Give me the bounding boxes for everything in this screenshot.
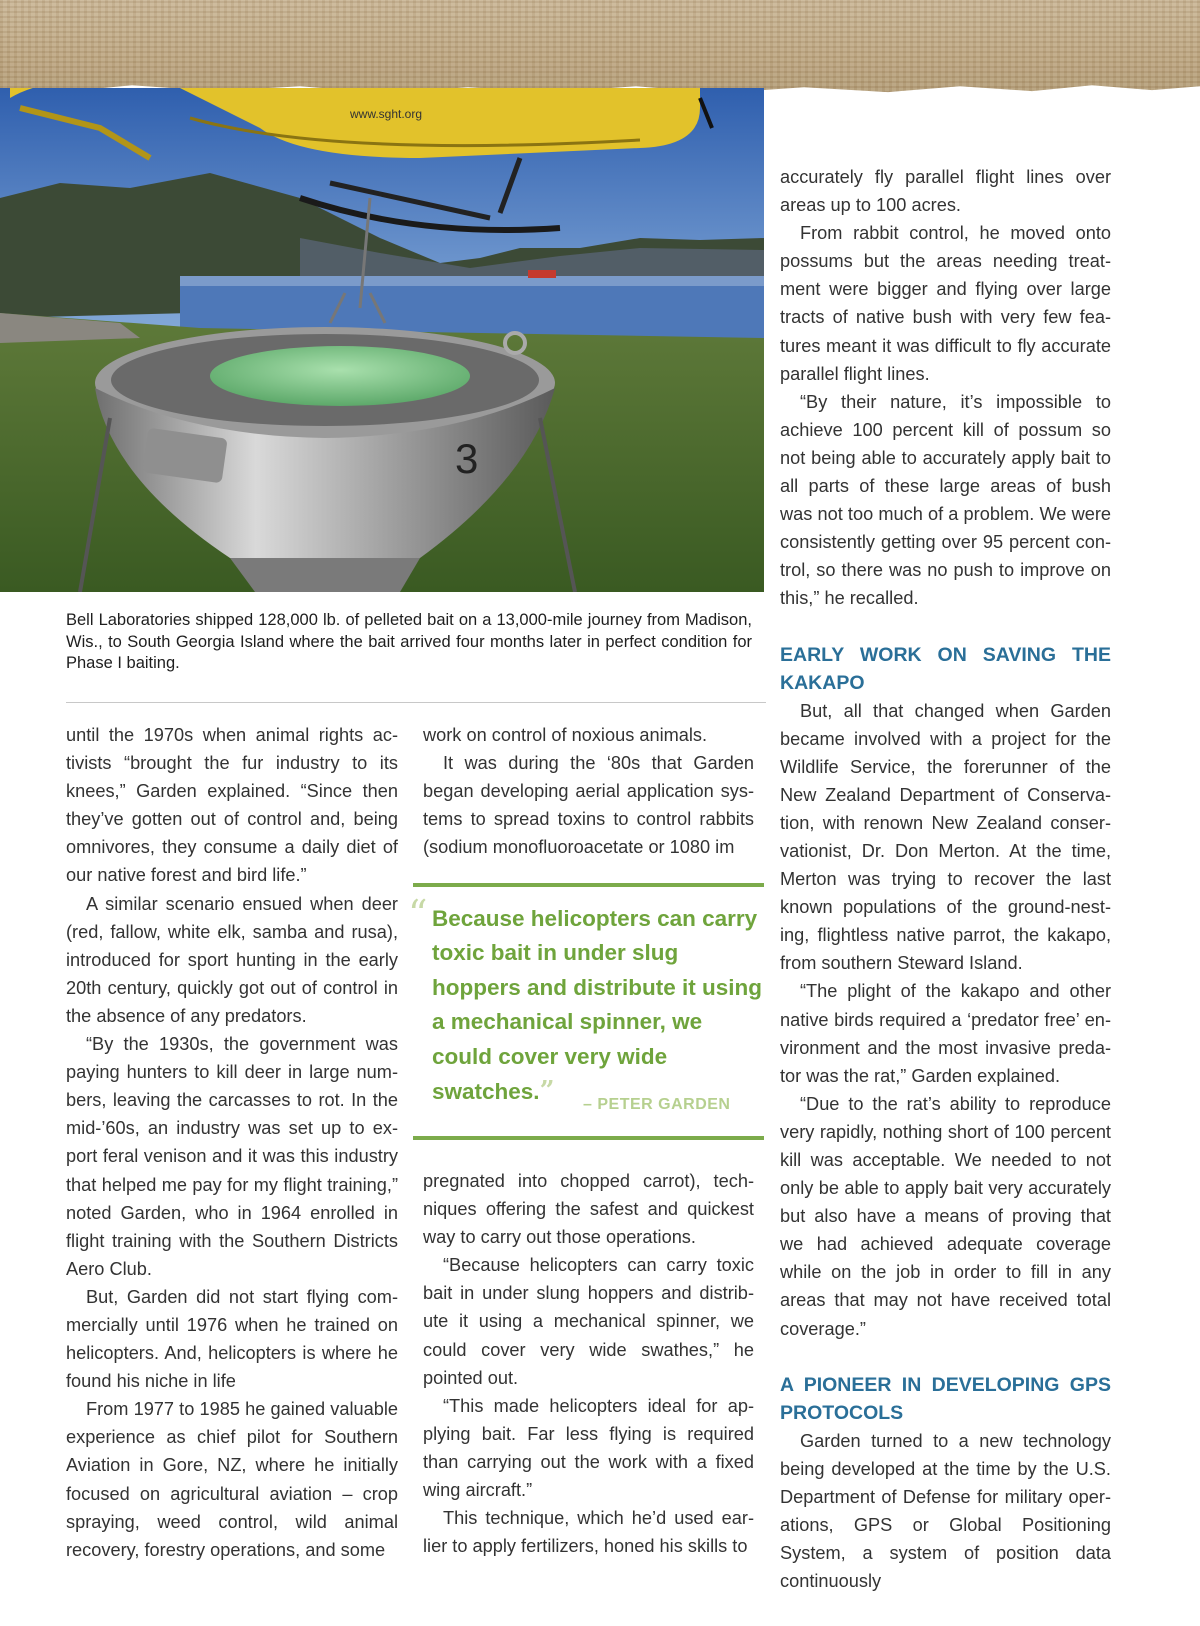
- paragraph: “The plight of the kakapo and other native birds required a ‘predator free’ environment and the most invasive predator was the rat,” Garden explained.: [780, 981, 1111, 1086]
- section-heading-kakapo: EARLY WORK ON SAVING THE KAKAPO: [780, 643, 1111, 694]
- paragraph: “By the 1930s, the government was paying hunters to kill deer in large numbers, leaving the carcasses to rot. In the mid-’60s, an industry was set up to export feral venison and it was this industry that helped me pay for my flight training,” noted Garden, who in 1964 enrolled in flight training with the Southern Districts Aero Club.: [66, 1034, 398, 1279]
- article-column-2-top: [423, 721, 754, 861]
- pull-quote-author: – PETER GARDEN: [583, 1096, 731, 1113]
- photo-caption: Bell Laboratories shipped 128,000 lb. of pelleted bait on a 13,000-mile journey from Madison, Wis., to South Georgia Island where the bait arrived four months later in perfect condition for Phase I baiting.: [66, 611, 752, 672]
- spacer: [780, 613, 1111, 641]
- article-column-1: [66, 721, 398, 1564]
- paragraph: pregnated into chopped carrot), techniques offering the safest and quickest way to carry out those operations.: [423, 1171, 754, 1248]
- article-column-3: [780, 163, 1111, 1595]
- paragraph: “This made helicopters ideal for applying bait. Far less flying is required than carrying out the work with a fixed wing aircraft.”: [423, 1395, 754, 1501]
- article-column-2-bottom: [423, 1167, 754, 1560]
- paragraph: From 1977 to 1985 he gained valuable experience as chief pilot for Southern Aviation in Gore, NZ, where he initially focused on agricultural aviation – crop spraying, weed control, wild animal recovery, forestry operations, and some: [66, 1399, 398, 1560]
- pull-quote-bottom-rule: [413, 1136, 764, 1140]
- section-heading-gps: A PIONEER IN DEVELOPING GPS PROTOCOLS: [780, 1373, 1111, 1424]
- close-quote-mark: ”: [539, 1076, 555, 1107]
- pull-quote-body: Because helicopters can carry toxic bait in under slug hoppers and distribute it using a mechanical spinner, we could cover very wide swatches.: [432, 906, 763, 1105]
- pull-quote-text: [432, 902, 767, 1109]
- open-quote-mark: “: [408, 892, 428, 936]
- paragraph: accurately fly parallel flight lines over areas up to 100 acres.: [780, 167, 1111, 216]
- paragraph: “By their nature, it’s impossible to achieve 100 percent kill of possum so not being able to accurately apply bait to all parts of these large areas of bush was not too much of a problem. We were consistently getting over 95 percent control, so there was no push to improve on this,” he recalled.: [780, 391, 1111, 609]
- hopper-number: 3: [455, 435, 479, 482]
- paragraph: It was during the ‘80s that Garden began developing aerial application systems to spread toxins to control rabbits (sodium monofluoroacetate or 1080 im: [423, 753, 754, 858]
- paragraph: But, Garden did not start flying commercially until 1976 when he trained on helicopters. And, helicopters is where he found his niche in life: [66, 1286, 398, 1392]
- paragraph: From rabbit control, he moved onto possums but the areas needing treatment were bigger and flying over large tracts of native bush with very few features meant it was difficult to fly accurate parallel flight lines.: [780, 223, 1111, 384]
- divider: [66, 702, 766, 703]
- paragraph: Garden turned to a new technology being developed at the time by the U.S. Department of Defense for military operations, GPS or Global Positioning System, a system of position data continuously: [780, 1430, 1111, 1592]
- article-photo: [0, 88, 764, 592]
- pull-quote: [408, 883, 764, 1140]
- paragraph: until the 1970s when animal rights activists “brought the fur industry to its knees,” Garden explained. “Since then they’ve gotten out of control and, being omnivores, they consume a daily diet of our native forest and bird life.”: [66, 725, 398, 886]
- paragraph: A similar scenario ensued when deer (red, fallow, white elk, samba and rusa), introduced for sport hunting in the early 20th century, quickly got out of control in the absence of any predators.: [66, 893, 398, 1026]
- helicopter-livery-text: www.sght.org: [350, 107, 423, 121]
- spacer: [780, 1343, 1111, 1371]
- paragraph: But, all that changed when Garden became involved with a project for the Wildlife Service, the forerunner of the New Zealand Department of Conservation, with renown New Zealand conservationist, Dr. Don Merton. At the time, Merton was trying to recover the last known populations of the ground-nesting, flightless native parrot, the kakapo, from southern Steward Island.: [780, 700, 1111, 974]
- paragraph: “Due to the rat’s ability to reproduce very rapidly, nothing short of 100 percent kill was acceptable. We needed to not only be able to apply bait very accurately but also have a means of proving that we had achieved adequate coverage while on the job in order to fill in any areas that may not have received total coverage.”: [780, 1093, 1111, 1339]
- paragraph: work on control of noxious animals.: [423, 725, 708, 745]
- pull-quote-top-rule: [413, 883, 764, 887]
- helicopter-bait-hopper-image: [0, 88, 764, 592]
- paragraph: “Because helicopters can carry toxic bait in under slung hoppers and distribute it using a mechanical spinner, we could cover very wide swathes,” he pointed out.: [423, 1255, 754, 1388]
- torn-paper-header: [0, 0, 1200, 98]
- paragraph: This technique, which he’d used earlier to apply fertilizers, honed his skills to: [423, 1508, 754, 1557]
